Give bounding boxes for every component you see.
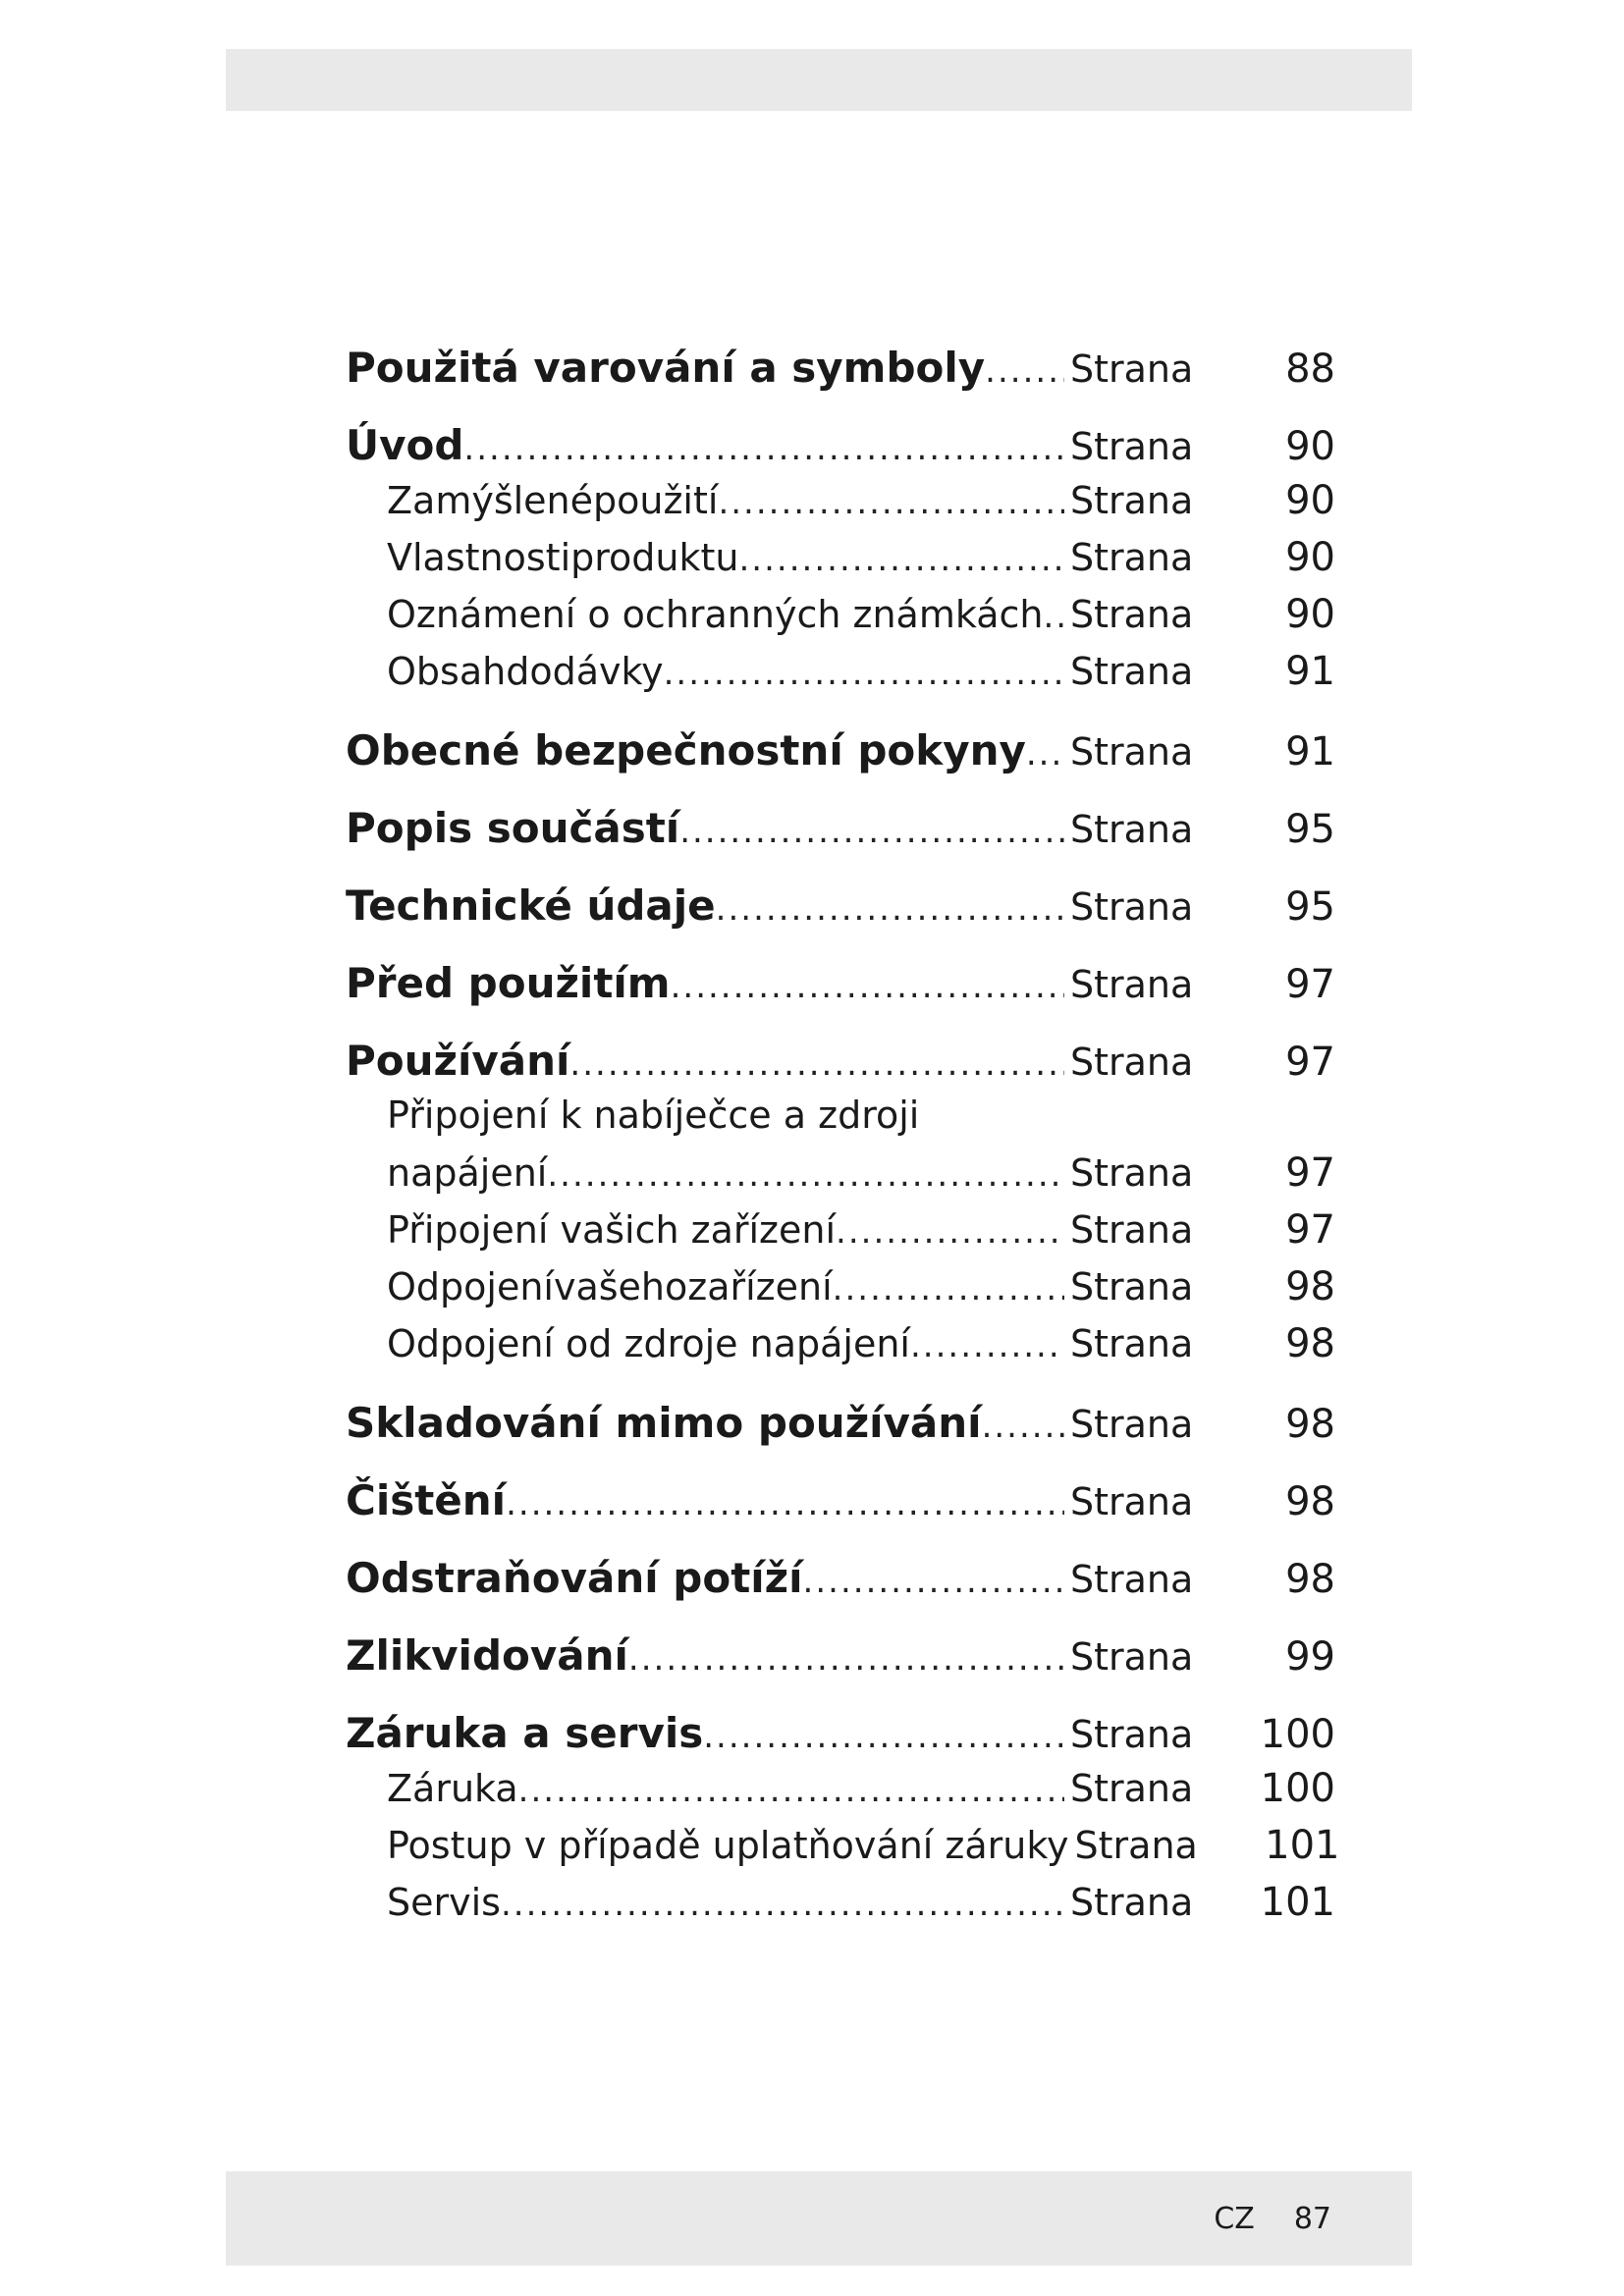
toc-entry-page-number: 91 — [1285, 729, 1335, 774]
toc-entry-page-label: Strana — [1070, 1208, 1194, 1252]
toc-entry[interactable] — [346, 1554, 1335, 1611]
toc-entry-page-number: 98 — [1285, 1321, 1335, 1366]
toc-entry-title: Používání — [346, 1037, 570, 1085]
toc-entry-page-number: 95 — [1285, 884, 1335, 930]
dot-leader — [569, 1044, 1064, 1084]
toc-entry-page-number: 100 — [1260, 1712, 1335, 1757]
dot-leader — [671, 967, 1064, 1006]
toc-entry-page-number: 88 — [1285, 347, 1335, 392]
toc-subentry[interactable] — [346, 1823, 1340, 1880]
toc-entry-page-label: Strana — [1070, 479, 1194, 522]
toc-entry[interactable] — [346, 804, 1335, 861]
toc-entry-page-number: 90 — [1285, 535, 1335, 580]
toc-subentry[interactable] — [346, 649, 1335, 706]
dot-leader — [703, 1717, 1064, 1756]
toc-entry-page-label: Strana — [1070, 650, 1194, 693]
toc-entry-page-number: 100 — [1260, 1766, 1335, 1811]
language-code: CZ — [1214, 2201, 1255, 2236]
toc-entry-title: Obecné bezpečnostní pokyny — [346, 726, 1026, 774]
dot-leader — [718, 483, 1064, 522]
toc-subentry-title: Odpojení od zdroje napájení — [387, 1322, 910, 1365]
toc-subentry[interactable] — [346, 1321, 1335, 1378]
toc-entry-page-number: 97 — [1285, 962, 1335, 1007]
toc-entry-page-number: 90 — [1285, 592, 1335, 637]
toc-entry-title: Čištění — [346, 1476, 507, 1524]
table-of-contents — [346, 344, 1340, 1937]
toc-entry-page-label: Strana — [1070, 593, 1194, 636]
toc-subentry-title: Záruka — [387, 1767, 518, 1810]
toc-entry-title: Zlikvidování — [346, 1631, 628, 1680]
toc-entry-page-label: Strana — [1070, 1151, 1194, 1195]
toc-entry-page-label: Strana — [1070, 536, 1194, 579]
toc-entry[interactable] — [346, 421, 1335, 478]
toc-subentry[interactable] — [346, 1880, 1335, 1937]
toc-entry-title: Použitá varování a symboly — [346, 344, 986, 392]
toc-entry-page-number: 98 — [1285, 1264, 1335, 1309]
toc-entry-page-number: 98 — [1285, 1557, 1335, 1602]
toc-subentry-title: Postup v případě uplatňování záruky — [387, 1824, 1069, 1867]
toc-entry-page-label: Strana — [1070, 1265, 1194, 1308]
dot-leader — [679, 812, 1064, 851]
page-footer — [226, 2171, 1412, 2266]
toc-subentry[interactable] — [346, 1766, 1335, 1823]
dot-leader — [1043, 597, 1064, 636]
toc-entry[interactable] — [346, 1037, 1335, 1094]
toc-entry-title: Záruka a servis — [346, 1709, 704, 1757]
dot-leader — [803, 1562, 1064, 1601]
toc-subentry[interactable] — [346, 1207, 1335, 1264]
dot-leader — [836, 1212, 1064, 1252]
toc-entry-title: Popis součástí — [346, 804, 680, 852]
dot-leader — [506, 1484, 1064, 1523]
toc-entry-page-label: Strana — [1070, 1322, 1194, 1365]
dot-leader — [738, 540, 1064, 579]
toc-entry-page-label: Strana — [1070, 1403, 1194, 1446]
dot-leader — [833, 1269, 1064, 1308]
toc-entry[interactable] — [346, 1631, 1335, 1688]
toc-entry-page-number: 101 — [1260, 1880, 1335, 1925]
dot-leader — [664, 654, 1064, 693]
dot-leader — [518, 1771, 1064, 1810]
toc-subentry-title: Připojení k nabíječce a zdroji — [387, 1094, 920, 1137]
toc-entry-page-label: Strana — [1070, 730, 1194, 774]
toc-subentry[interactable] — [346, 592, 1335, 649]
toc-entry-page-number: 98 — [1285, 1402, 1335, 1447]
toc-entry-page-label: Strana — [1070, 1041, 1194, 1084]
toc-subentry-title: Obsahdodávky — [387, 650, 664, 693]
dot-leader — [985, 351, 1064, 391]
toc-subentry[interactable] — [346, 1264, 1335, 1321]
toc-entry-page-label: Strana — [1070, 885, 1194, 929]
toc-entry[interactable] — [346, 881, 1335, 938]
toc-entry-page-number: 101 — [1265, 1823, 1340, 1868]
toc-entry[interactable] — [346, 959, 1335, 1016]
toc-entry-title: Úvod — [346, 421, 464, 469]
toc-entry-page-number: 90 — [1285, 424, 1335, 469]
toc-entry-page-number: 91 — [1285, 649, 1335, 694]
header-band — [226, 49, 1412, 111]
dot-leader — [910, 1326, 1064, 1365]
dot-leader — [463, 429, 1064, 468]
toc-entry-page-label: Strana — [1070, 1558, 1194, 1601]
dot-leader — [1026, 734, 1064, 774]
toc-entry-page-number: 90 — [1285, 478, 1335, 523]
toc-entry-page-label: Strana — [1070, 1480, 1194, 1523]
dot-leader — [982, 1407, 1064, 1446]
toc-entry[interactable] — [346, 726, 1335, 783]
toc-entry[interactable] — [346, 344, 1335, 400]
toc-entry-title: Technické údaje — [346, 881, 716, 930]
toc-subentry[interactable] — [346, 1150, 1335, 1207]
toc-entry-page-label: Strana — [1070, 347, 1194, 391]
toc-entry-page-label: Strana — [1070, 1881, 1194, 1924]
dot-leader — [716, 889, 1064, 929]
toc-entry-title: Skladování mimo používání — [346, 1399, 982, 1447]
toc-entry[interactable] — [346, 1709, 1335, 1766]
toc-entry-title: Před použitím — [346, 959, 671, 1007]
toc-subentry-wrapped-line[interactable] — [346, 1094, 1335, 1150]
toc-entry-page-label: Strana — [1070, 1635, 1194, 1679]
toc-subentry-title: Připojení vašich zařízení — [387, 1208, 837, 1252]
toc-entry[interactable] — [346, 1476, 1335, 1533]
toc-subentry-title: napájení — [387, 1151, 548, 1195]
toc-entry-title: Odstraňování potíží — [346, 1554, 803, 1602]
toc-entry-page-number: 97 — [1285, 1150, 1335, 1196]
toc-entry-page-number: 95 — [1285, 807, 1335, 852]
toc-entry-page-number: 98 — [1285, 1479, 1335, 1524]
toc-subentry-title: Servis — [387, 1881, 501, 1924]
toc-entry-page-number: 97 — [1285, 1040, 1335, 1085]
toc-entry-page-label: Strana — [1070, 963, 1194, 1006]
dot-leader — [501, 1885, 1064, 1924]
toc-subentry-title: Zamýšlenépoužití — [387, 479, 719, 522]
toc-subentry-title: Vlastnostiproduktu — [387, 536, 739, 579]
toc-subentry-title: Oznámení o ochranných známkách — [387, 593, 1044, 636]
toc-entry-page-label: Strana — [1070, 1767, 1194, 1810]
dot-leader — [628, 1639, 1064, 1679]
toc-subentry[interactable] — [346, 478, 1335, 535]
toc-entry-page-label: Strana — [1074, 1824, 1198, 1867]
toc-subentry-title: Odpojenívašehozařízení — [387, 1265, 833, 1308]
toc-entry-page-number: 99 — [1285, 1634, 1335, 1680]
toc-entry-page-label: Strana — [1070, 1713, 1194, 1756]
dot-leader — [547, 1155, 1064, 1195]
toc-entry[interactable] — [346, 1399, 1335, 1456]
toc-subentry[interactable] — [346, 535, 1335, 592]
toc-entry-page-label: Strana — [1070, 808, 1194, 851]
page-number: 87 — [1293, 2201, 1331, 2236]
toc-entry-page-label: Strana — [1070, 425, 1194, 468]
toc-entry-page-number: 97 — [1285, 1207, 1335, 1253]
